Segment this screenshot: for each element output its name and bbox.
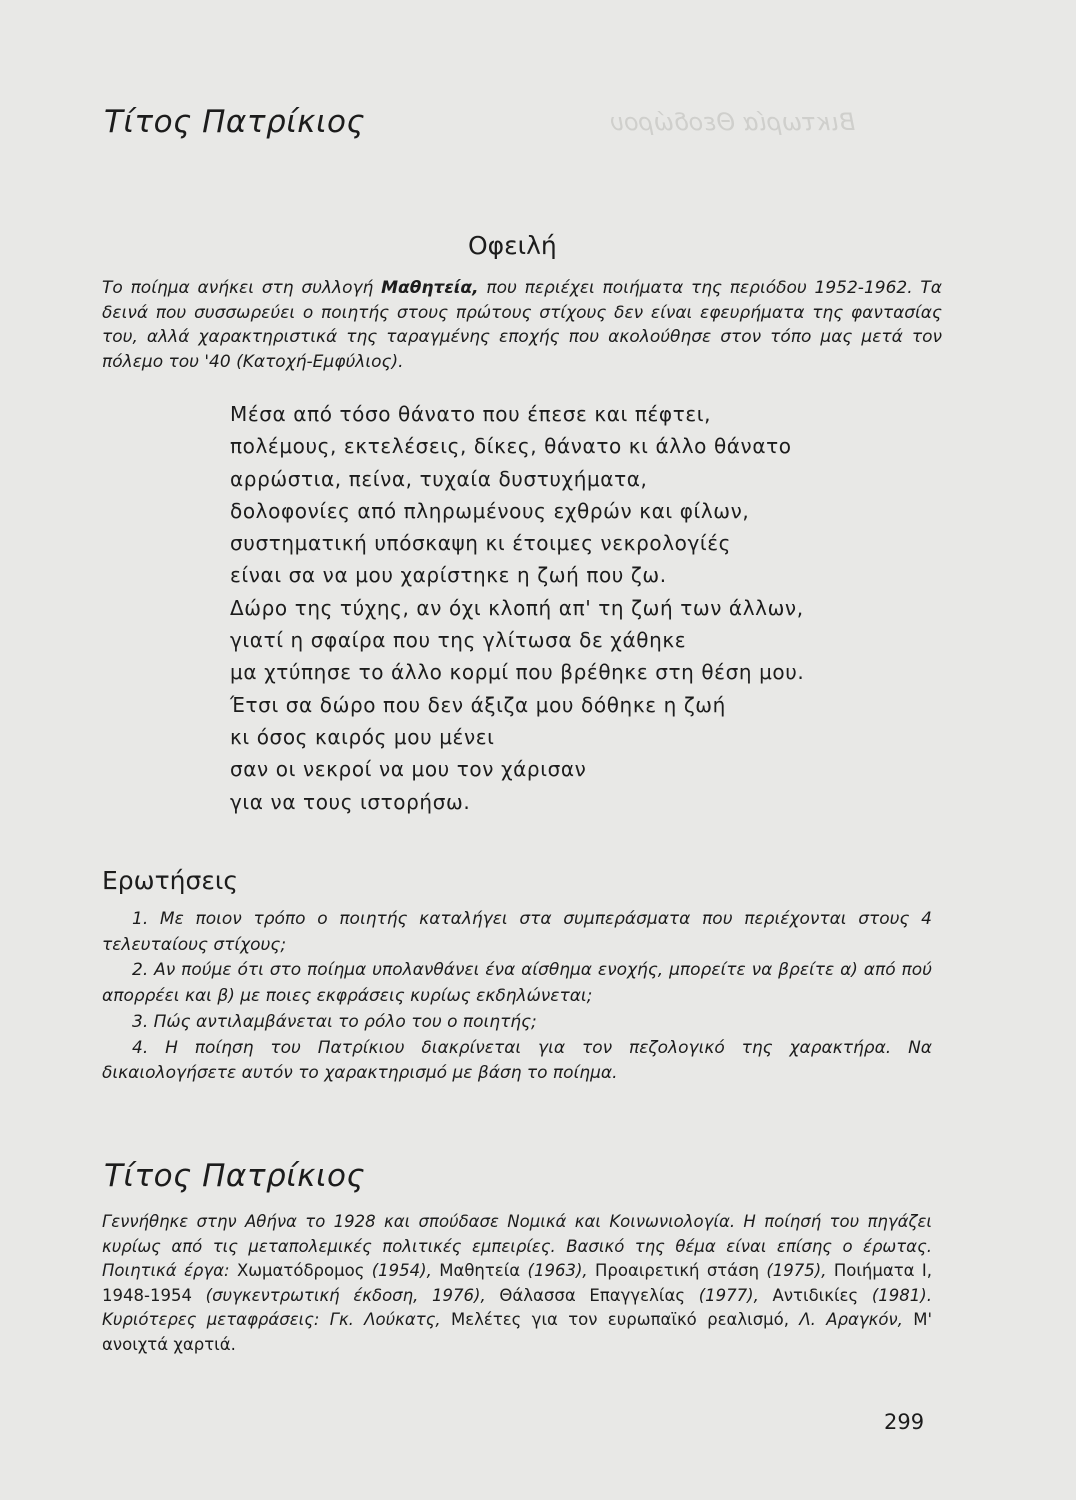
- poem-line: Δώρο της τύχης, αν όχι κλοπή απ' τη ζωή των άλλων,: [230, 595, 804, 620]
- poem-line: Μέσα από τόσο θάνατο που έπεσε και πέφτει,: [230, 402, 712, 426]
- bio-translation: Μελέτες για τον ευρωπαϊκό ρεαλισμό,: [450, 1310, 800, 1329]
- poem-line: πολέμους, εκτελέσεις, δίκες, θάνατο κι άλλο θάνατο: [230, 434, 792, 459]
- bio-translation: Μ' ανοιχτά χαρτιά.: [102, 1310, 932, 1354]
- question-item: 1. Με ποιον τρόπο ο ποιητής καταλήγει στα συμπεράσματα που περιέχονται στους 4 τελευταίους στίχους;: [102, 909, 932, 955]
- poem-line: κι όσος καιρός μου μένει: [230, 724, 495, 749]
- bio-text: [102, 1210, 932, 1357]
- bio-year: (1975),: [766, 1261, 834, 1280]
- bio-year: (1954),: [371, 1261, 440, 1280]
- question-item: 3. Πώς αντιλαμβάνεται το ρόλο του ο ποιητής;: [132, 1011, 537, 1032]
- bio-heading: Τίτος Πατρίκιος: [104, 1158, 366, 1194]
- poem-line: μα χτύπησε το άλλο κορμί που βρέθηκε στη θέση μου.: [230, 660, 805, 685]
- author-title: Τίτος Πατρίκιος: [104, 104, 366, 140]
- intro-collection: Μαθητεία,: [381, 278, 479, 298]
- bio-year: (συγκεντρωτική έκδοση, 1976),: [205, 1285, 500, 1305]
- poem-title: Οφειλή: [468, 231, 557, 260]
- poem-intro: [102, 276, 942, 374]
- questions-list: [102, 907, 932, 1087]
- bio-work: Θάλασσα Επαγγελίας: [499, 1285, 699, 1305]
- bio-year: (1963),: [527, 1261, 595, 1280]
- poem-line: για να τους ιστορήσω.: [230, 789, 471, 814]
- poem-line: σαν οι νεκροί να μου τον χάρισαν: [230, 757, 587, 782]
- bleed-through-text: Βικτωρία Θεοδώρου: [610, 108, 856, 136]
- poem-line: δολοφονίες από πληρωμένους εχθρών και φίλων,: [230, 498, 750, 523]
- bio-work: Μαθητεία: [439, 1261, 528, 1280]
- poem-line: Έτσι σα δώρο που δεν άξιζα μου δόθηκε η ζωή: [230, 692, 726, 717]
- poem-line: γιατί η σφαίρα που της γλίτωσα δε χάθηκε: [230, 628, 687, 653]
- bio-work: Ποιήματα Ι, 1948-1954: [102, 1261, 933, 1305]
- bio-translation-author: Λ. Αραγκόν,: [799, 1310, 914, 1329]
- bio-work: Προαιρετική στάση: [594, 1261, 767, 1280]
- bio-work: Χωματόδρομος: [236, 1261, 372, 1280]
- intro-text-end: που περιέχει ποιήματα της περιόδου 1952-1962. Τα δεινά που συσσωρεύει ο ποιητής στους πρώτους στίχους δεν είναι εφευρήματα της φαντασίας του, αλλά χαρακτηριστικά της ταραγμένης εποχής που ακολούθησε στον τόπο μας μετά τον πόλεμο του '40 (Κατοχή-Εμφύλιος).: [102, 278, 942, 372]
- poem-line: συστηματική υπόσκαψη κι έτοιμες νεκρολογίές: [230, 531, 732, 556]
- intro-text-start: Το ποίημα ανήκει στη συλλογή: [102, 278, 382, 298]
- question-item: 4. Η ποίηση του Πατρίκιου διακρίνεται για τον πεζολογικό της χαρακτήρα. Να δικαιολογήσετε αυτόν το χαρακτηρισμό με βάση το ποίημα.: [102, 1037, 932, 1084]
- bio-work: Αντιδικίες: [772, 1285, 872, 1305]
- questions-heading: Ερωτήσεις: [102, 866, 238, 895]
- poem-line: αρρώστια, πείνα, τυχαία δυστυχήματα,: [230, 466, 648, 491]
- bio-year: (1977),: [698, 1285, 773, 1305]
- poem-text: [230, 398, 804, 818]
- poem-line: είναι σα να μου χαρίστηκε η ζωή που ζω.: [230, 563, 667, 588]
- bio-year: (1981). Κυριότερες μεταφράσεις: Γκ. Λούκατς,: [102, 1285, 932, 1329]
- question-item: 2. Αν πούμε ότι στο ποίημα υπολανθάνει ένα αίσθημα ενοχής, μπορείτε να βρείτε α) από πού απορρέει και β) με ποιες εκφράσεις κυρίως εκδηλώνεται;: [102, 960, 932, 1007]
- bio-intro: Γεννήθηκε στην Αθήνα το 1928 και σπούδασε Νομικά και Κοινωνιολογία. Η ποίησή του πηγάζει κυρίως από τις μεταπολεμικές πολιτικές εμπειρίες. Βασικό της θέμα είναι επίσης ο έρωτας. Ποιητικά έργα:: [102, 1212, 932, 1280]
- page-number: 299: [884, 1410, 925, 1434]
